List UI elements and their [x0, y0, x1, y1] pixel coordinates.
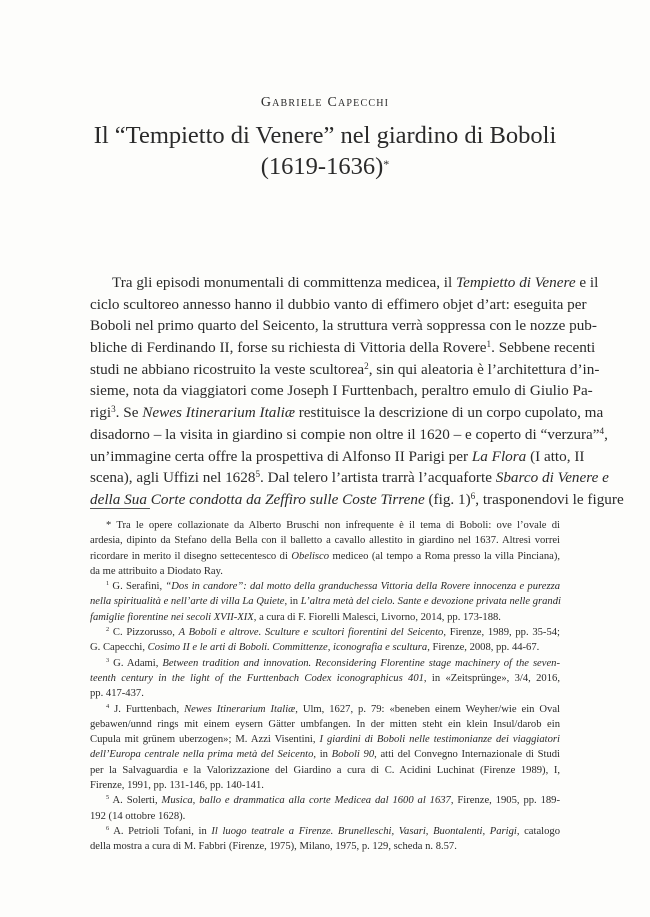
footnote — [90, 656, 560, 702]
italic-text: Boboli 90 — [331, 749, 375, 761]
text-run: G. Adami, — [109, 657, 163, 669]
body-line — [90, 489, 624, 511]
footnote-ref: 3 — [111, 404, 116, 415]
italic-text: Tempietto di Venere — [456, 274, 576, 291]
footnote-divider — [90, 508, 150, 509]
text-run: ciclo scultoreo annesso hanno il dubbio vanto di effimero objet d’art: eseguita per — [90, 295, 587, 313]
text-run: bliche di Ferdinando II, forse su richiesta di Vittoria della Rovere — [90, 339, 487, 357]
footnote — [90, 793, 560, 824]
italic-text: Obelisco — [291, 550, 330, 562]
body-line — [90, 272, 599, 294]
text-run: * — [106, 520, 117, 531]
author-name: Gabriele Capecchi — [260, 95, 390, 110]
body-line — [90, 380, 593, 402]
text-run: J. Furttenbach, — [109, 703, 185, 715]
italic-text: A Boboli e altrove. Sculture e scultori fiorentini del Seicento — [178, 627, 444, 639]
text-run: , Firenze, 2008, pp. 44-67. — [427, 642, 540, 654]
text-run: Firenze, 1991, pp. 131-146, pp. 140-141. — [90, 780, 264, 792]
footnote-line — [90, 610, 560, 625]
italic-text: Sbarco di Venere e — [495, 469, 609, 487]
footnote-ref: 6 — [106, 824, 110, 832]
italic-text: Newes Itinerarium Italiæ — [142, 404, 295, 422]
text-run: , trasponendovi le figure — [475, 490, 624, 508]
body-line — [90, 337, 596, 359]
text-run: . Sebbene recenti — [491, 339, 596, 357]
italic-text: Cosimo II e le arti di Boboli. Committenze, iconografia e scultura — [147, 642, 428, 654]
footnote-line — [90, 793, 560, 808]
text-run: , Ulm, 1627, p. 79: «beneben einem Weyher/wie ein Oval — [295, 703, 560, 715]
footnote — [90, 518, 560, 579]
footnote-line — [90, 839, 560, 854]
italic-text: Between tradition and innovation. Reconsidering Florentine stage machinery of the seven- — [162, 657, 560, 669]
footnote-ref: 6 — [470, 490, 476, 501]
text-run: . Se — [115, 404, 143, 422]
title-footnote-mark: * — [383, 157, 390, 171]
footnote-line — [90, 778, 560, 793]
italic-text: “Dos in candore”: dal motto della granduchessa Vittoria della Rovere innocenza e purezza — [165, 581, 560, 593]
italic-text: teenth century in the light of the Furttenbach Codex iconographicus 401 — [90, 672, 424, 684]
text-run: (I atto, II — [526, 447, 585, 465]
text-run: Tra le opere collazionate da Alberto Bruschi non infrequente è il tema di Boboli: ove l’ovale di — [116, 520, 560, 531]
text-run: , catalogo — [516, 825, 560, 837]
footnote-ref: 4 — [106, 702, 110, 710]
footnote-ref: 4 — [599, 425, 605, 436]
italic-text: della Sua Corte condotta da Zeffiro sulle Coste Tirrene — [90, 490, 425, 508]
italic-text: I giardini di Boboli nelle testimonianze dei viaggiatori — [319, 734, 560, 746]
footnote-ref: 1 — [486, 339, 492, 350]
footnote-line — [90, 640, 560, 655]
footnote-line — [90, 671, 560, 686]
text-run: restituisce la descrizione di un corpo cupolato, ma — [294, 404, 604, 422]
text-run: , — [604, 425, 608, 443]
text-run: , Firenze, 1905, pp. 189- — [450, 795, 561, 807]
text-run: ardesia, dipinto da Stefano della Bella con il balletto a cavallo allestito in giardino nel 1637. Altresì vorrei — [90, 535, 560, 547]
body-line — [90, 294, 587, 316]
body-line — [90, 359, 600, 381]
text-run: . Dal telero l’artista trarrà l’acquaforte — [260, 469, 496, 487]
footnote-line — [90, 625, 560, 640]
text-run: , in «Zeitsprünge», 3/4, 2016, — [423, 672, 560, 684]
text-run: Cupula mit grünem uberzogen»; M. Azzi Visentini, — [90, 734, 320, 746]
footnote — [90, 579, 560, 625]
footnote-line — [90, 533, 560, 548]
text-run: , in — [284, 596, 301, 608]
footnote-ref: 2 — [106, 626, 110, 634]
text-run: G. Capecchi, — [90, 642, 148, 654]
body-paragraph — [90, 272, 624, 511]
footnote-ref: 5 — [106, 794, 110, 802]
italic-text: famiglie fiorentine nei secoli XVII-XIX — [90, 611, 254, 623]
footnote-line — [90, 702, 560, 717]
footnote-line — [90, 564, 560, 579]
text-run: studi ne abbiano ricostruito la veste scultorea — [90, 360, 365, 378]
footnote-line — [90, 732, 560, 747]
italic-text: L’altra metà del cielo. Sante e devozione privata nelle grandi — [300, 596, 561, 608]
text-run: , atti del Convegno Internazionale di Studi — [374, 749, 560, 761]
text-run: gebawen/unnd rings mit einem eysern Gätter umbfangen. In der mitten steht ein klein Insul/darob ein — [90, 718, 560, 730]
body-line — [90, 402, 604, 424]
text-run: pp. 417-437. — [90, 688, 144, 700]
title-line-2: (1619-1636) — [260, 153, 384, 180]
text-run: sieme, nota da viaggiatori come Joseph I Furttenbach, peraltro emulo di Giulio Pa- — [90, 382, 593, 400]
footnote — [90, 625, 560, 656]
text-run: , a cura di F. Fiorelli Malesci, Livorno, 2014, pp. 173-188. — [253, 611, 501, 623]
text-run: , Firenze, 1989, pp. 35-54; — [443, 627, 560, 639]
text-run: G. Serafini, — [109, 581, 166, 593]
body-line — [90, 467, 609, 489]
text-run: da me attribuito a Diodato Ray. — [90, 565, 223, 577]
footnote-line — [90, 824, 560, 839]
text-run: , sin qui aleatoria è l’architettura d’in- — [368, 360, 600, 378]
body-line — [90, 446, 585, 468]
footnote-line — [90, 717, 560, 732]
text-run: mediceo (al tempo a Roma presso la villa Pinciana), — [329, 550, 561, 562]
footnote-line — [90, 686, 560, 701]
footnote-line — [90, 518, 560, 533]
footnote-ref: 2 — [364, 360, 369, 371]
italic-text: dell’Europa centrale nella prima metà del Seicento — [90, 749, 314, 761]
text-run: Boboli nel primo quarto del Seicento, la struttura verrà soppressa con le nozze pub- — [90, 317, 597, 335]
text-run: Tra gli episodi monumentali di committenza medicea, il — [112, 274, 457, 291]
text-run: 192 (14 ottobre 1628). — [90, 810, 186, 822]
footnote-line — [90, 579, 560, 594]
footnote — [90, 702, 560, 794]
italic-text: Musica, ballo e drammatica alla corte Medicea dal 1600 al 1637 — [161, 795, 451, 807]
text-run: (fig. 1) — [424, 490, 471, 508]
text-run: scena), agli Uffizi nel 1628 — [90, 469, 256, 487]
italic-text: Newes Itinerarium Italiæ — [184, 703, 296, 715]
footnote-line — [90, 809, 560, 824]
text-run: A. Solerti, — [109, 795, 162, 807]
italic-text: Il luogo teatrale a Firenze. Brunelleschi, Vasari, Buontalenti, Parigi — [211, 825, 517, 837]
text-run: per la Salvaguardia e la Valorizzazione del Giardino a cura di C. Acidini Luchinat (Firenze 1989), I, — [90, 764, 560, 776]
footnotes — [90, 518, 560, 855]
footnote-line — [90, 549, 560, 564]
text-run: ricordare in merito il disegno settecentesco di — [90, 550, 292, 562]
text-run: rigi — [90, 404, 112, 422]
footnote-line — [90, 763, 560, 778]
footnote-line — [90, 594, 560, 609]
body-line — [90, 315, 597, 337]
text-run: un’immagine certa offre la prospettiva di Alfonso II Parigi per — [90, 447, 472, 465]
text-run: , in — [313, 749, 332, 761]
body-line — [90, 424, 608, 446]
italic-text: nella spiritualità e nell’arte di villa La Quiete — [90, 596, 285, 608]
footnote — [90, 824, 560, 855]
text-run: e il — [575, 274, 599, 291]
text-run: C. Pizzorusso, — [109, 627, 179, 639]
footnote-line — [90, 747, 560, 762]
footnote-ref: 3 — [106, 656, 110, 664]
footnote-ref: 1 — [106, 580, 110, 588]
text-run: della mostra a cura di M. Fabbri (Firenze, 1975), Milano, 1975, p. 129, scheda n. 8.57. — [90, 841, 457, 853]
text-run: A. Petrioli Tofani, in — [109, 825, 212, 837]
footnote-ref: 5 — [255, 469, 261, 480]
italic-text: La Flora — [471, 447, 527, 465]
article-title — [60, 120, 590, 182]
footnote-line — [90, 656, 560, 671]
text-run: disadorno – la visita in giardino si compie non oltre il 1620 – e coperto di “verzura” — [90, 425, 600, 443]
title-line-1: Il “Tempietto di Venere” nel giardino di Boboli — [93, 122, 557, 149]
